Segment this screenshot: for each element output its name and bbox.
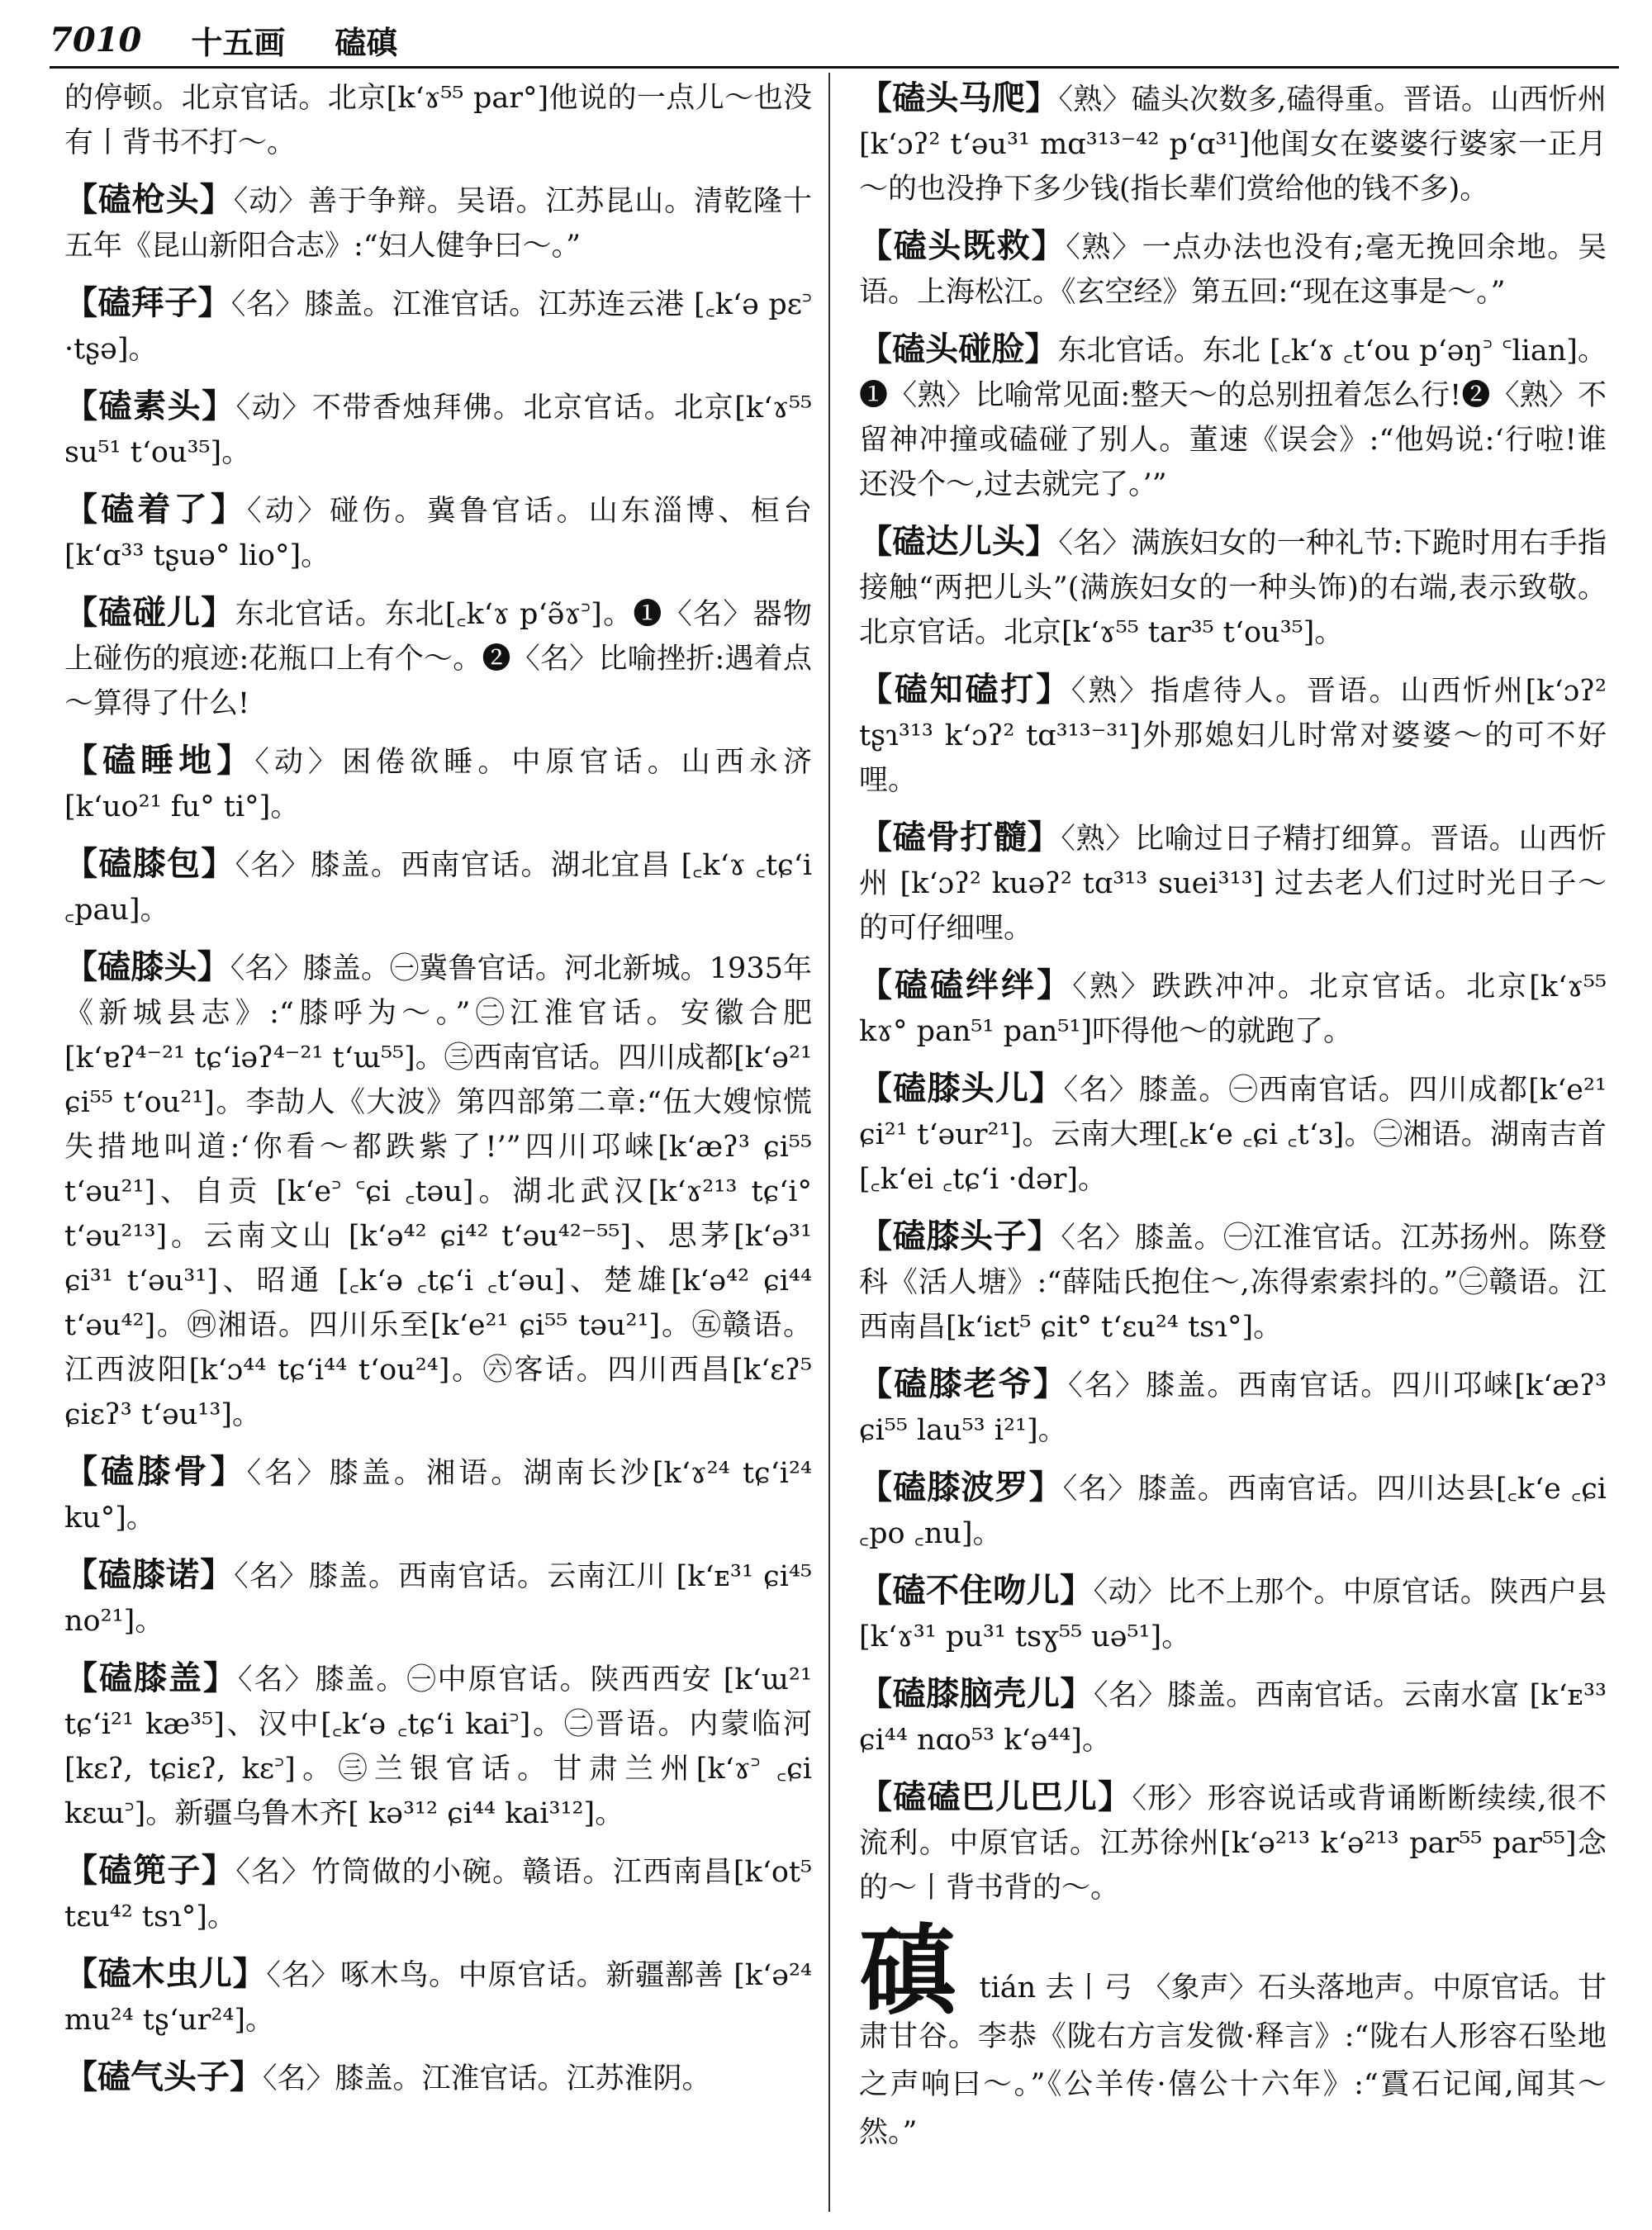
dictionary-entry: 【磕骨打髓】〈熟〉比喻过日子精打细算。晋语。山西忻州 [kʻɔʔ² kuəʔ² tɑ³¹³ suei³¹³] 过去老人们过时光日子～的可仔细哩。 — [859, 818, 1607, 945]
entry-headword: 【磕膝头】 — [64, 947, 230, 986]
entry-headword: 【磕膝波罗】 — [859, 1468, 1063, 1506]
entry-headword: 【磕知磕打】 — [859, 670, 1071, 709]
entry-headword: 【磕睡地】 — [64, 741, 255, 780]
dictionary-entry: 【磕头碰脸】东北官话。东北 [꜀kʻɤ ꜀tʻou pʻəŋ꜄ ꜂lian]。❶〈熟〉比喻常见面:整天～的总别扭着怎么行!❷〈熟〉不留神冲撞或磕碰了别人。董速《误会》:“他妈说:‘行啦!谁还没个～,过去就完了。’” — [859, 330, 1607, 501]
entry-headword: 【磕头马爬】 — [859, 78, 1059, 117]
entry-headword: 【磕不住吻儿】 — [859, 1571, 1094, 1610]
dictionary-entry: 【磕着了】〈动〉碰伤。冀鲁官话。山东淄博、桓台 [kʻɑ³³ tʂuə° lio°]。 — [64, 490, 812, 572]
left-column — [64, 76, 812, 2215]
entry-headword: 【磕着了】 — [64, 490, 248, 529]
entry-headword: 【磕骨打髓】 — [859, 818, 1061, 856]
dictionary-entry: 【磕不住吻儿】〈动〉比不上那个。中原官话。陕西户县[kʻɤ³¹ pu³¹ tsɣ⁵⁵ uə⁵¹]。 — [859, 1571, 1607, 1654]
dictionary-entry: 【磕头既救】〈熟〉一点办法也没有;毫无挽回余地。吴语。上海松江。《玄空经》第五回:“现在这事是～。” — [859, 226, 1607, 309]
dictionary-entry: 【磕达儿头】〈名〉满族妇女的一种礼节:下跪时用右手指接触“两把儿头”(满族妇女的一种头饰)的右端,表示致敬。北京官话。北京[kʻɤ⁵⁵ tar³⁵ tʻou³⁵]。 — [859, 522, 1607, 649]
header-rule — [50, 66, 1619, 69]
head-chars: 磕磌 — [335, 23, 398, 61]
dictionary-entry: 【磕膝诺】〈名〉膝盖。西南官话。云南江川 [kʻᴇ³¹ ɕi⁴⁵ no²¹]。 — [64, 1555, 812, 1638]
entry-headword: 【磕拜子】 — [64, 283, 231, 322]
dictionary-entry: 【磕膝头儿】〈名〉膝盖。㊀西南官话。四川成都[kʻe²¹ ɕi²¹ tʻəur²¹]。云南大理[꜀kʻe ꜀ɕi ꜀tʻɜ]。㊁湘语。湖南吉首 [꜀kʻei ꜀tɕʻi ·dər]。 — [859, 1069, 1607, 1196]
dictionary-entry: 【磕膝波罗】〈名〉膝盖。西南官话。四川达县[꜀kʻe ꜀ɕi ꜀po ꜀nu]。 — [859, 1468, 1607, 1550]
entry-headword: 【磕木虫儿】 — [64, 1954, 267, 1993]
dictionary-entry: 【磕膝脑壳儿】〈名〉膝盖。西南官话。云南水富 [kʻᴇ³³ ɕi⁴⁴ nɑo⁵³ kʻə⁴⁴]。 — [859, 1674, 1607, 1757]
dictionary-entry: 【磕膝骨】〈名〉膝盖。湘语。湖南长沙[kʻɤ²⁴ tɕʻi²⁴ ku°]。 — [64, 1452, 812, 1535]
headword-char: 磌 — [859, 1914, 957, 2028]
dictionary-entry: 【磕睡地】〈动〉困倦欲睡。中原官话。山西永济 [kʻuo²¹ fu° ti°]。 — [64, 741, 812, 823]
right-column — [859, 76, 1607, 2215]
entry-headword: 【磕头既救】 — [859, 226, 1066, 265]
entry-headword: 【磕膝包】 — [64, 844, 235, 883]
entry-headword: 【磕气头子】 — [64, 2057, 263, 2096]
entry-headword: 【磕磕绊绊】 — [859, 966, 1073, 1004]
dictionary-entry: 【磕膝老爷】〈名〉膝盖。西南官话。四川邛崃[kʻæʔ³ ɕi⁵⁵ lau⁵³ i²¹]。 — [859, 1364, 1607, 1447]
entry-headword: 【磕磕巴儿巴儿】 — [859, 1777, 1132, 1816]
entry-headword: 【磕素头】 — [64, 387, 236, 425]
headword-definition: tián 去丨弓 〈象声〉石头落地声。中原官话。甘肃甘谷。李恭《陇右方言发微·释言》:“陇右人形容石坠地之声响曰～。”《公羊传·僖公十六年》:“霣石记闻,闻其～然。” — [859, 1971, 1607, 2149]
page-header — [50, 13, 1619, 66]
entry-headword: 【磕膝盖】 — [64, 1658, 239, 1697]
dictionary-entry: 【磕膝包】〈名〉膝盖。西南官话。湖北宜昌 [꜀kʻɤ ꜀tɕʻi ꜀pau]。 — [64, 844, 812, 927]
dictionary-entry: 【磕膝头子】〈名〉膝盖。㊀江淮官话。江苏扬州。陈登科《活人塘》:“薛陆氏抱住～,冻得索索抖的。”㊁赣语。江西南昌[kʻiɛt⁵ ɕit° tʻɛu²⁴ tsɿ°]。 — [859, 1217, 1607, 1344]
dictionary-entry: 【磕磕巴儿巴儿】〈形〉形容说话或背诵断断续续,很不流利。中原官话。江苏徐州[kʻə²¹³ kʻə²¹³ par⁵⁵ par⁵⁵]念的～丨背书背的～。 — [859, 1777, 1607, 1905]
entry-headword: 【磕达儿头】 — [859, 522, 1059, 561]
entry-headword: 【磕头碰脸】 — [859, 330, 1058, 368]
headword-entry — [859, 1914, 1607, 2156]
dictionary-entry: 【磕篼子】〈名〉竹筒做的小碗。赣语。江西南昌[kʻot⁵ tɛu⁴² tsɿ°]。 — [64, 1851, 812, 1933]
entry-headword: 【磕膝骨】 — [64, 1452, 247, 1491]
dictionary-entry: 【磕头马爬】〈熟〉磕头次数多,磕得重。晋语。山西忻州[kʻɔʔ² tʻəu³¹ mɑ³¹³⁻⁴² pʻɑ³¹]他闺女在婆婆行婆家一正月～的也没挣下多少钱(指长辈们赏给他的钱不多)。 — [859, 78, 1607, 206]
dictionary-entry: 【磕素头】〈动〉不带香烛拜佛。北京官话。北京[kʻɤ⁵⁵ su⁵¹ tʻou³⁵]。 — [64, 387, 812, 469]
entry-headword: 【磕碰儿】 — [64, 593, 235, 632]
dictionary-entry: 的停顿。北京官话。北京[kʻɤ⁵⁵ par°]他说的一点儿～也没有丨背书不打～。 — [64, 82, 812, 159]
entry-headword: 【磕膝脑壳儿】 — [859, 1674, 1094, 1713]
entry-headword: 【磕篼子】 — [64, 1851, 236, 1890]
column-divider — [828, 73, 830, 2212]
entry-headword: 【磕枪头】 — [64, 180, 234, 219]
dictionary-entry: 【磕膝头】〈名〉膝盖。㊀冀鲁官话。河北新城。1935年《新城县志》:“膝呼为～。”㊁江淮官话。安徽合肥[kʻɐʔ⁴⁻²¹ tɕʻiəʔ⁴⁻²¹ tʻɯ⁵⁵]。㊂西南官话。四川成都[kʻə²¹ ɕi⁵⁵ tʻou²¹]。李劼人《大波》第四部第二章:“伍大嫂惊慌失措地叫道:‘你看～都跌紫了!’”四川邛崃[kʻæʔ³ ɕi⁵⁵ tʻəu²¹]、自贡 [kʻe꜄ ꜂ɕi ꜀təu]。湖北武汉[kʻɤ²¹³ tɕʻi° tʻəu²¹³]。云南文山 [kʻə⁴² ɕi⁴² tʻəu⁴²⁻⁵⁵]、思茅[kʻə³¹ ɕi³¹ tʻəu³¹]、昭通 [꜀kʻə ꜀tɕʻi ꜀tʻəu]、楚雄[kʻə⁴² ɕi⁴⁴ tʻəu⁴²]。㊃湘语。四川乐至[kʻe²¹ ɕi⁵⁵ təu²¹]。㊄赣语。江西波阳[kʻɔ⁴⁴ tɕʻi⁴⁴ tʻou²⁴]。㊅客话。四川西昌[kʻɛʔ⁵ ɕiɛʔ³ tʻəu¹³]。 — [64, 947, 812, 1431]
dictionary-entry: 【磕知磕打】〈熟〉指虐待人。晋语。山西忻州[kʻɔʔ² tʂɿ³¹³ kʻɔʔ² tɑ³¹³⁻³¹]外那媳妇儿时常对婆婆～的可不好哩。 — [859, 670, 1607, 797]
page-number: 7010 — [50, 20, 142, 59]
entry-headword: 【磕膝老爷】 — [859, 1364, 1069, 1403]
entry-headword: 【磕膝头儿】 — [859, 1069, 1064, 1108]
dictionary-entry: 【磕气头子】〈名〉膝盖。江淮官话。江苏淮阴。 — [64, 2057, 711, 2096]
dictionary-entry: 【磕碰儿】东北官话。东北[꜀kʻɤ pʻə̃ɤ꜄]。❶〈名〉器物上碰伤的痕迹:花瓶口上有个～。❷〈名〉比喻挫折:遇着点～算得了什么! — [64, 593, 812, 720]
dictionary-entry: 【磕枪头】〈动〉善于争辩。吴语。江苏昆山。清乾隆十五年《昆山新阳合志》:“妇人健争曰～。” — [64, 180, 812, 263]
dictionary-entry: 【磕木虫儿】〈名〉啄木鸟。中原官话。新疆鄯善 [kʻə²⁴ mu²⁴ tʂʻur²⁴]。 — [64, 1954, 812, 2037]
dictionary-entry: 【磕磕绊绊】〈熟〉跌跌冲冲。北京官话。北京[kʻɤ⁵⁵ kɤ° pan⁵¹ pan⁵¹]吓得他～的就跑了。 — [859, 966, 1607, 1048]
entry-headword: 【磕膝诺】 — [64, 1555, 235, 1594]
dictionary-entry: 【磕膝盖】〈名〉膝盖。㊀中原官话。陕西西安 [kʻɯ²¹ tɕʻi²¹ kæ³⁵]、汉中[꜀kʻə ꜀tɕʻi kai꜄]。㊁晋语。内蒙临河[kɛʔ, tɕiɛʔ, kɛ꜄]。㊂兰银官话。甘肃兰州[kʻɤ꜄ ꜀ɕi kɛɯ꜄]。新疆乌鲁木齐[ kə³¹² ɕi⁴⁴ kai³¹²]。 — [64, 1658, 812, 1830]
stroke-section: 十五画 — [191, 23, 286, 61]
dictionary-entry: 【磕拜子】〈名〉膝盖。江淮官话。江苏连云港 [꜀kʻə pɛ꜄ ·tʂə]。 — [64, 283, 812, 366]
entry-headword: 【磕膝头子】 — [859, 1217, 1061, 1255]
